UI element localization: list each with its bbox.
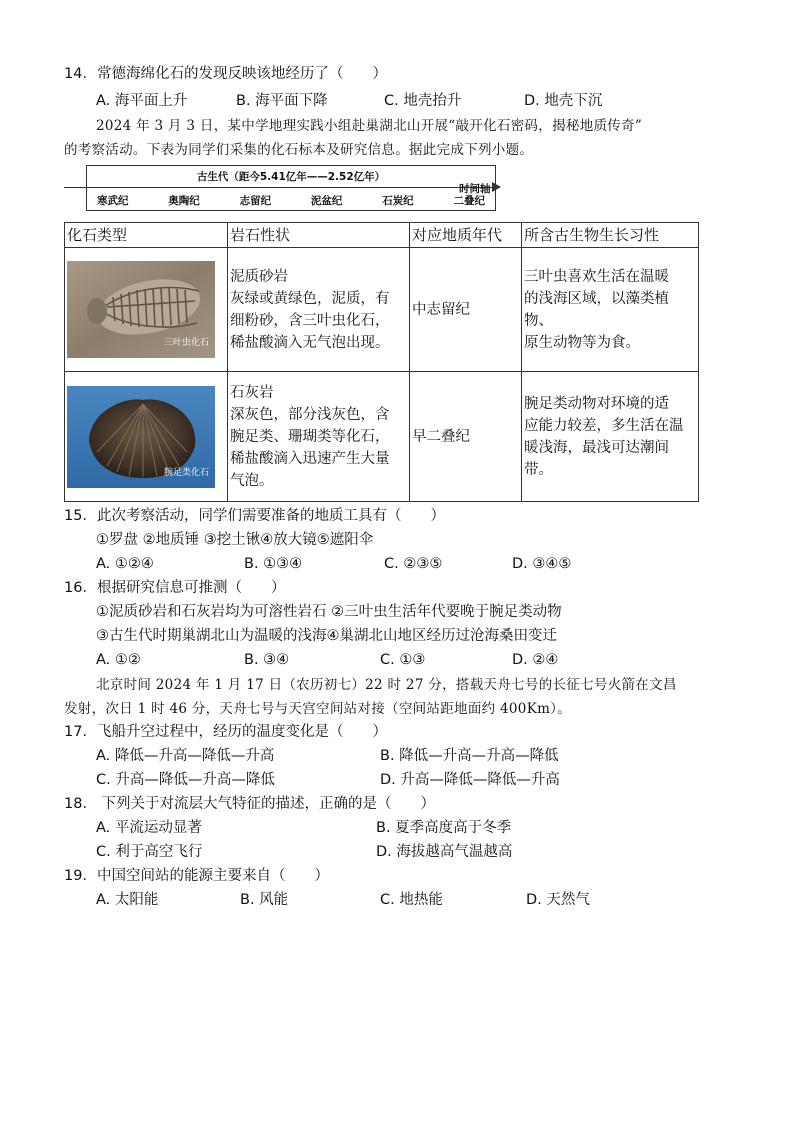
q19-option-c[interactable]: C. 地热能 — [380, 892, 443, 908]
brachiopod-image-label: 腕足类化石 — [163, 467, 209, 478]
intro1-line2: 的考察活动。下表为同学们采集的化石标本及研究信息。据此完成下列小题。 — [64, 142, 534, 158]
q14-option-c[interactable]: C. 地壳抬升 — [384, 93, 462, 109]
q15-option-a[interactable]: A. ①②④ — [96, 556, 154, 572]
time-axis-label: 时间轴 — [459, 183, 491, 195]
q18-option-d[interactable]: D. 海拔越高气温越高 — [376, 844, 513, 860]
rock-line: 石灰岩 — [230, 384, 274, 401]
fossil-image-cell — [65, 248, 228, 372]
header-growth-habit: 所含古生物生长习性 — [522, 223, 699, 248]
period-ordovician: 奥陶纪 — [168, 195, 200, 207]
rock-line: 稀盐酸滴入无气泡出现。 — [230, 334, 390, 351]
rock-line: 气泡。 — [230, 472, 274, 489]
table-header-row — [65, 223, 699, 248]
q17-option-c[interactable]: C. 升高—降低—升高—降低 — [96, 772, 275, 788]
period-silurian: 志留纪 — [239, 195, 272, 207]
q18-option-b[interactable]: B. 夏季高度高于冬季 — [376, 820, 512, 836]
q17-option-b[interactable]: B. 降低—升高—升高—降低 — [380, 748, 559, 764]
habit-line: 原生动物等为食。 — [524, 334, 640, 351]
q15-stem: 15．此次考察活动，同学们需要准备的地质工具有（ ） — [64, 508, 445, 524]
period-cambrian: 寒武纪 — [97, 195, 129, 207]
period-permian: 二叠纪 — [453, 195, 485, 207]
period-list — [97, 193, 485, 208]
rock-line: 腕足类、珊瑚类等化石， — [230, 428, 390, 445]
q18-stem: 18． 下列关于对流层大气特征的描述，正确的是（ ） — [64, 796, 436, 812]
q15-option-b[interactable]: B. ①③④ — [244, 556, 303, 572]
habit-line: 应能力较差，多生活在温 — [524, 417, 684, 434]
time-axis-arrow-icon — [492, 182, 501, 192]
q16-option-a[interactable]: A. ①② — [96, 652, 141, 668]
table-row — [65, 248, 699, 372]
q14-stem: 14．常德海绵化石的发现反映该地经历了（ ） — [64, 66, 387, 82]
header-fossil-type: 化石类型 — [65, 223, 228, 248]
q16-stem: 16．根据研究信息可推测（ ） — [64, 580, 286, 596]
geologic-era-cell: 中志留纪 — [410, 248, 522, 372]
q14-option-b[interactable]: B. 海平面下降 — [236, 93, 328, 109]
q14-option-a[interactable]: A. 海平面上升 — [96, 93, 188, 109]
period-carboniferous: 石炭纪 — [382, 195, 414, 207]
paleozoic-title: 古生代（距今5.41亿年——2.52亿年） — [196, 171, 386, 183]
q16-option-b[interactable]: B. ③④ — [244, 652, 290, 668]
q19-option-a[interactable]: A. 太阳能 — [96, 892, 159, 908]
q19-stem: 19．中国空间站的能源主要来自（ ） — [64, 868, 329, 884]
intro2-line1: 北京时间 2024 年 1 月 17 日（农历初七）22 时 27 分，搭载天舟七号的长征七号火箭在文昌 — [96, 677, 677, 693]
q14-option-d[interactable]: D. 地壳下沉 — [524, 93, 603, 109]
q16-option-c[interactable]: C. ①③ — [380, 652, 426, 668]
habit-line: 三叶虫喜欢生活在温暖 — [524, 268, 669, 285]
header-rock-properties: 岩石性状 — [228, 223, 410, 248]
growth-habit-cell — [522, 248, 699, 372]
habit-line: 的浅海区域，以藻类植物、 — [524, 290, 669, 329]
rock-line: 稀盐酸滴入迅速产生大量 — [230, 450, 390, 467]
habit-line: 腕足类动物对环境的适 — [524, 395, 669, 412]
header-geologic-era: 对应地质年代 — [410, 223, 522, 248]
period-devonian: 泥盆纪 — [310, 195, 343, 207]
rock-line: 灰绿或黄绿色，泥质，有 — [230, 290, 390, 307]
intro2-line2: 发射，次日 1 时 46 分，天舟七号与天宫空间站对接（空间站距地面约 400Km）。 — [64, 701, 572, 717]
rock-line: 细粉砂，含三叶虫化石， — [230, 312, 390, 329]
q17-option-d[interactable]: D. 升高—降低—降低—升高 — [380, 772, 560, 788]
q16-option-d[interactable]: D. ②④ — [512, 652, 559, 668]
trilobite-image-label: 三叶虫化石 — [163, 338, 209, 348]
trilobite-fossil-image — [67, 261, 215, 358]
q17-option-a[interactable]: A. 降低—升高—降低—升高 — [96, 748, 275, 764]
geologic-era-cell: 早二叠纪 — [410, 372, 522, 502]
rock-line: 深灰色，部分浅灰色，含 — [230, 406, 390, 423]
paleozoic-box — [86, 165, 496, 211]
rock-line: 泥质砂岩 — [230, 268, 288, 285]
q18-option-a[interactable]: A. 平流运动显著 — [96, 820, 202, 836]
q18-option-c[interactable]: C. 利于高空飞行 — [96, 844, 203, 860]
time-axis-line — [64, 187, 494, 188]
table-row — [65, 372, 699, 502]
fossil-image-cell — [65, 372, 228, 502]
brachiopod-fossil-image — [67, 386, 215, 488]
rock-properties-cell — [228, 248, 410, 372]
q15-option-c[interactable]: C. ②③⑤ — [384, 556, 443, 572]
q15-option-d[interactable]: D. ③④⑤ — [512, 556, 572, 572]
q17-stem: 17．飞船升空过程中，经历的温度变化是（ ） — [64, 724, 387, 740]
growth-habit-cell — [522, 372, 699, 502]
rock-properties-cell — [228, 372, 410, 502]
intro1-line1: 2024 年 3 月 3 日，某中学地理实践小组赴巢湖北山开展“敲开化石密码，揭秘地质传奇” — [96, 118, 643, 134]
q16-items-line1: ①泥质砂岩和石灰岩均为可溶性岩石 ②三叶虫生活年代要晚于腕足类动物 — [96, 604, 562, 620]
fossil-table — [64, 222, 699, 502]
q19-option-b[interactable]: B. 风能 — [240, 892, 289, 908]
q19-option-d[interactable]: D. 天然气 — [526, 892, 590, 908]
q16-items-line2: ③古生代时期巢湖北山为温暖的浅海④巢湖北山地区经历过沧海桑田变迁 — [96, 628, 557, 644]
q15-items: ①罗盘 ②地质锤 ③挖土锹④放大镜⑤遮阳伞 — [96, 532, 374, 548]
geologic-timeline — [64, 163, 504, 219]
habit-line: 暖浅海，最浅可达潮间带。 — [524, 439, 669, 478]
